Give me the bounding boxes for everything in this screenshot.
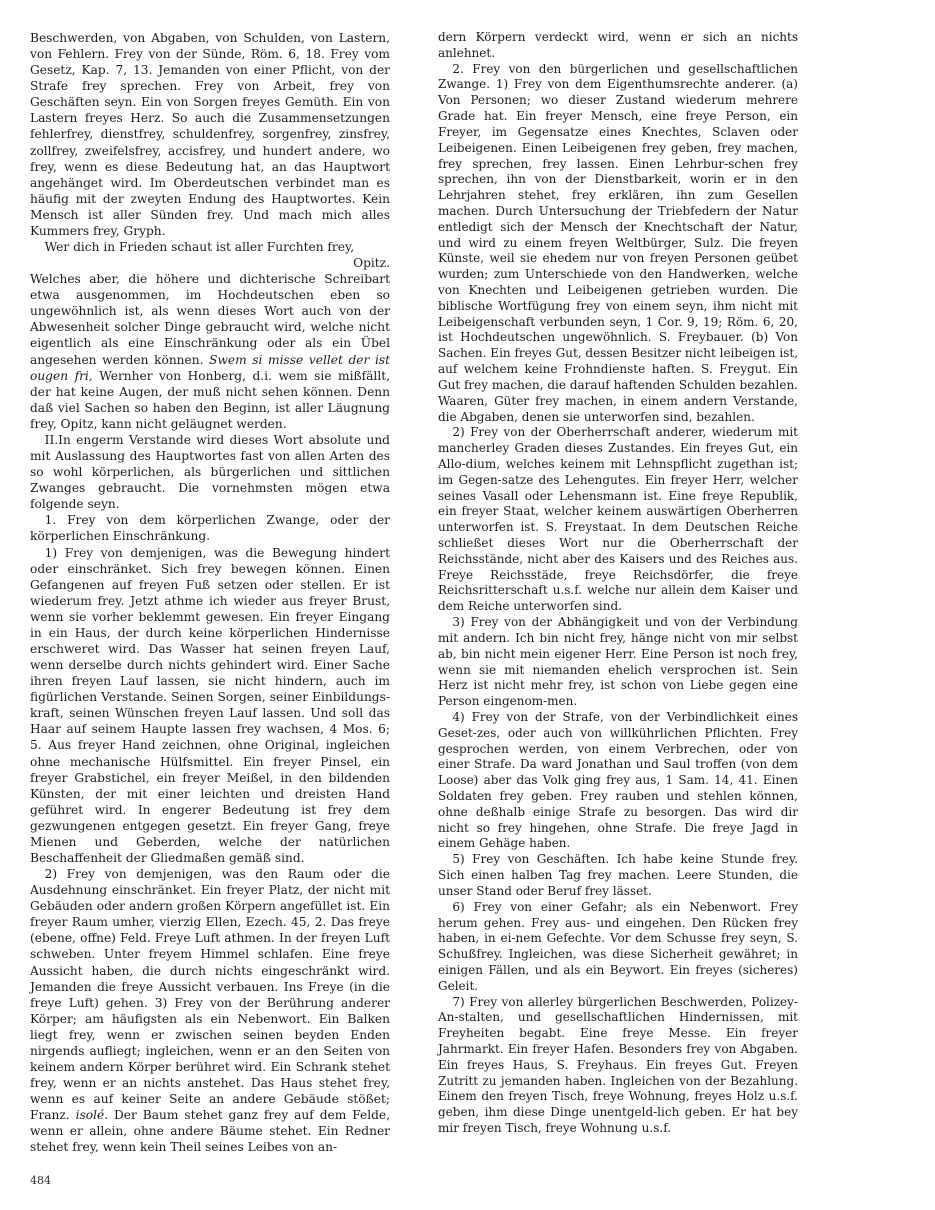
left-paragraph-5: 1) Frey von demjenigen, was die Bewegung hindert oder einschränket. Sich frey bewegen können. Einen Gefangenen auf freyen Fuß setzen oder stellen. Er ist wiederum frey. Jetzt athme ich wieder aus freyer Brust, wenn sie vorher beklemmt gewesen. Ein freyer Eingang in ein Haus, der durch keine körperlichen Hindernisse erschweret wird. Das Wasser hat seinen freyen Lauf, wenn derselbe durch nichts gehindert wird. Einer Sache ihren freyen Lauf lassen, sie nicht hindern, auch im figürlichen Verstande. Seinen Sorgen, seiner Einbildungs-kraft, seinen Wünschen freyen Lauf lassen. Und soll das Haar auf seinem Haupte lassen frey wachsen, 4 Mos. 6; 5. Aus freyer Hand zeichnen, ohne Original, ingleichen ohne mechanische Hülfsmittel. Ein freyer Pinsel, ein freyer Grabstichel, ein freyer Meißel, in den bildenden Künsten, der mit einer leichten und dreisten Hand geführet wird. In engerer Bedeutung ist frey dem gezwungenen entgegen gesetzt. Ein freyer Gang, freye Mienen und Geberden, welche der natürlichen Beschaffenheit der Gliedmaßen gemäß sind.: [30, 545, 390, 865]
left-paragraph-2-end: Wernher von Honberg, d.i. wem sie mißfällt, der hat keine Augen, der muß nicht sehen können. Denn daß viel Sachen so haben den Beginn, ist aller Läugnung frey, Opitz, kann nicht geläugnet werden.: [30, 368, 390, 431]
left-paragraph-1: Beschwerden, von Abgaben, von Schulden, von Lastern, von Fehlern. Frey von der Sünde, Röm. 6, 18. Frey vom Gesetz, Kap. 7, 13. Jemanden von einer Pflicht, von der Strafe frey sprechen. Frey von Arbeit, frey von Geschäften seyn. Ein von Sorgen freyes Gemüth. Ein von Lastern freyes Herz. So auch die Zusammensetzungen fehlerfrey, dienstfrey, schuldenfrey, sorgenfrey, zinsfrey, zollfrey, zweifelsfrey, accisfrey, und hundert andere, wo frey, wenn es diese Bedeutung hat, an das Hauptwort angehänget wird. Im Oberdeutschen verbindet man es häufig mit der zweyten Endung des Hauptwortes. Kein Mensch ist aller Sünden frey. Und mach mich alles Kummers frey, Gryph.: [30, 31, 390, 238]
right-paragraph-5: 4) Frey von der Strafe, von der Verbindlichkeit eines Geset-zes, oder auch von willkührlichen Pflichten. Frey gesprochen werden, von einem Verbrechen, oder von einer Strafe. Da ward Jonathan und Saul troffen (von dem Loose) aber das Volk ging frey aus, 1 Sam. 14, 41. Einen Soldaten frey geben. Frey rauben und stehlen können, ohne deßhalb einige Strafe zu besorgen. Das wird dir nicht so frey hingehen, ohne Strafe. Die freye Jagd in einem Gehäge haben.: [438, 709, 798, 851]
page-number: 484: [30, 1174, 51, 1187]
right-paragraph-6: 5) Frey von Geschäften. Ich habe keine Stunde frey. Sich einen halben Tag frey machen. Leere Stunden, die unser Stand oder Beruf frey lässet.: [438, 852, 798, 898]
right-paragraph-2: 2. Frey von den bürgerlichen und gesellschaftlichen Zwange. 1) Frey von dem Eigenthumsrechte anderer. (a) Von Personen; wo dieser Zustand wiederum mehrere Grade hat. Ein freyer Mensch, eine freye Person, ein Freyer, im Gegensatze eines Knechtes, Sclaven oder Leibeigenen. Einen Leibeigenen frey geben, frey machen, frey sprechen, frey lassen. Einen Lehrbur-schen frey sprechen, ihn von der Dienstbarkeit, worin er in den Lehrjahren stehet, frey erklären, ihn zum Gesellen machen. Durch Untersuchung der Triebfedern der Natur entledigt sich der Mensch der Knechtschaft der Natur, und wird zu einem freyen Weltbürger, Sulz. Die freyen Künste, weil sie ehedem nur von freyen Personen geübet wurden; zum Unterschiede von den Handwerken, welche von Knechten und Leibeigenen getrieben wurden. Die biblische Wortfügung frey von einem seyn, ihm nicht mit Leibeigenschaft verbunden seyn, 1 Cor. 9, 19; Röm. 6, 20, ist Hochdeutschen ungewöhnlich. S. Freybauer. (b) Von Sachen. Ein freyes Gut, dessen Besitzer nicht leibeigen ist, auf welchem keine Frohndienste haften. S. Freygut. Ein Gut frey machen, die darauf haftenden Schulden bezahlen. Waaren, Güter frey machen, in einem andern Verstande, die Abgaben, denen sie unterworfen sind, bezahlen.: [438, 61, 798, 424]
middle-high-german-quote: Swem si misse vellet der ist ougen fri,: [30, 352, 390, 383]
right-paragraph-7: 6) Frey von einer Gefahr; als ein Nebenwort. Frey herum gehen. Frey aus- und eingehen. Den Rücken frey haben, in ei-nem Gefechte. Vor dem Schusse frey seyn, S. Schußfrey. Ingleichen, was diese Sicherheit gewähret; in einigen Fällen, und als ein Beywort. Ein freyes (sicheres) Geleit.: [438, 899, 798, 993]
left-paragraph-6: [30, 866, 390, 1155]
french-term: isolé.: [75, 1108, 109, 1123]
right-paragraph-3: 2) Frey von der Oberherrschaft anderer, wiederum mit mancherley Graden dieses Zustandes. Ein freyes Gut, ein Allo-dium, welches keinem mit Lehnspflicht zugethan ist; im Gegen-satze des Lehengutes. Ein freyer Herr, welcher seines Vasall oder Lehensmann ist. Eine freye Republik, ein freyer Staat, welcher keinem auswärtigen Oberherren unterworfen ist. S. Freystaat. In dem Deutschen Reiche schließet dieses Wort nur die Oberherrschaft der Reichsstände, nicht aber des Kaisers und des Reiches aus. Freye Reichsstäde, freye Reichsdörfer, die freye Reichsritterschaft u.s.f. welche nur allein dem Kaiser und dem Reiche unterworfen sind.: [438, 425, 798, 614]
left-paragraph-2-start: Welches aber, die höhere und dichterische Schreibart etwa ausgenommen, im Hochdeutschen eben so ungewöhnlich ist, als wenn dieses Wort auch von der Abwesenheit solcher Dinge gebraucht wird, welche nicht eigentlich als eine Einschränkung oder als ein Übel angesehen werden können.: [30, 272, 390, 367]
verse-quote: Wer dich in Frieden schaut ist aller Furchten frey,: [44, 240, 355, 255]
right-paragraph-8: 7) Frey von allerley bürgerlichen Beschwerden, Polizey-An-stalten, und gesellschaftlichen Hindernissen, mit Freyheiten begabt. Eine freye Messe. Ein freyer Jahrmarkt. Ein freyer Hafen. Besonders frey von Abgaben. Ein freyes Haus, S. Freyhaus. Ein freyes Gut. Freyen Zutritt zu jemanden haben. Ingleichen von der Bezahlung. Einem den freyen Tisch, freye Wohnung, freyes Holz u.s.f. geben, ihm diese Dinge unentgeld-lich geben. Er hat bey mir freyen Tisch, freye Wohnung u.s.f.: [438, 994, 798, 1136]
right-paragraph-1: dern Körpern verdeckt wird, wenn er sich an nichts anlehnet.: [438, 30, 798, 60]
right-paragraph-4: 3) Frey von der Abhängigkeit und von der Verbindung mit andern. Ich bin nicht frey, hänge nicht von mir selbst ab, bin nicht mein eigener Herr. Eine Person ist noch frey, wenn sie mit niemanden ehelich versprochen ist. Sein Herz ist nicht mehr frey, ist schon von Liebe gegen eine Person eingenom-men.: [438, 615, 798, 709]
left-paragraph-6-end: Der Baum stehet ganz frey auf dem Felde, wenn er allein, ohne andere Bäume stehet. Ein Redner stehet frey, wenn kein Theil seines Leibes von an-: [30, 1108, 390, 1155]
right-column: [438, 30, 798, 1137]
left-paragraph-3: II.In engerm Verstande wird dieses Wort absolute und mit Auslassung des Hauptwortes fast von allen Arten des so wohl körperlichen, als bürgerlichen und sittlichen Zwanges gebraucht. Die vornehmsten mögen etwa folgende seyn.: [30, 432, 390, 512]
verse-attribution: Opitz.: [353, 256, 390, 271]
left-paragraph-2: [30, 271, 390, 432]
left-paragraph-6-start: 2) Frey von demjenigen, was den Raum oder die Ausdehnung einschränket. Ein freyer Platz, der nicht mit Gebäuden oder andern großen Körpern angefüllet ist. Ein freyer Raum umher, vierzig Ellen, Ezech. 45, 2. Das freye (ebene, offne) Feld. Freye Luft athmen. In der freyen Luft schweben. Unter freyem Himmel schlafen. Eine freye Aussicht haben, die durch nichts eingeschränkt wird. Jemanden die freye Aussicht verbauen. Ins Freye (in die freye Luft) gehen. 3) Frey von der Berührung anderer Körper; am häufigsten als ein Nebenwort. Ein Balken liegt frey, wenn er zwischen seinen beyden Enden nirgends aufliegt; ingleichen, wenn er an den Seiten von keinem andern Körper berühret wird. Ein Schrank stehet frey, wenn er an nichts anstehet. Das Haus stehet frey, wenn es auf keiner Seite an andere Gebäude stößet; Franz.: [30, 867, 390, 1123]
left-column: [30, 30, 390, 1155]
left-paragraph-4: 1. Frey von dem körperlichen Zwange, oder der körperlichen Einschränkung.: [30, 513, 390, 544]
